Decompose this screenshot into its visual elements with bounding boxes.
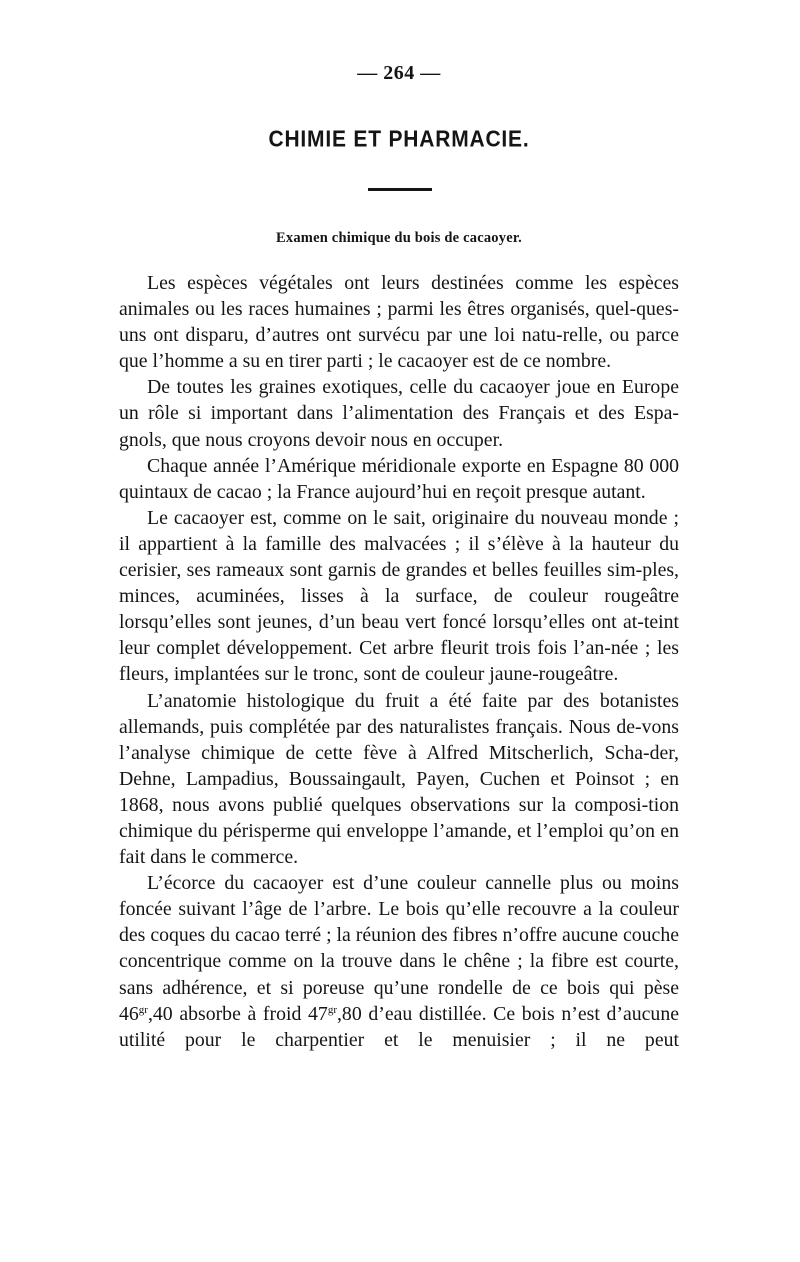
paragraph: Chaque année l’Amérique méridionale exporte en Espagne 80 000 quintaux de cacao ; la France aujourd’hui en reçoit presque autant.	[119, 454, 679, 503]
paragraph: Le cacaoyer est, comme on le sait, originaire du nouveau monde ; il appartient à la famille des malvacées ; il s’élève à la hauteur du cerisier, ses rameaux sont garnis de grandes et belles feuilles sim-ples, minces, acuminées, lisses à la surface, de couleur rougeâtre lorsqu’elles sont jeunes, d’un beau vert foncé lorsqu’elles ont at-teint leur complet développement. Cet arbre fleurit trois fois l’an-née ; les fleurs, implantées sur le tronc, sont de couleur jaune-rougeâtre.	[119, 506, 679, 686]
section-title: CHIMIE ET PHARMACIE.	[268, 127, 530, 152]
paragraph: Les espèces végétales ont leurs destinées comme les espèces animales ou les races humaines ; parmi les êtres organisés, quel-ques-uns ont disparu, d’autres ont survécu par une loi natu-relle, ou parce que l’homme a su en tirer parti ; le cacaoyer est de ce nombre.	[119, 272, 679, 373]
unit-gram: gr	[327, 1003, 337, 1016]
paragraph-text: L’écorce du cacaoyer est d’une couleur cannelle plus ou moins foncée suivant l’âge de l’arbre. Le bois qu’elle recouvre a la couleur des coques du cacao terré ; la réunion des fibres n’offre aucune couche concentrique comme on la trouve dans le chêne ; la fibre est courte, sans adhérence, et si poreuse qu’une rondelle de ce bois qui pèse 46	[119, 872, 679, 1025]
article-body	[119, 270, 679, 1053]
paragraph-text: ,80 d’eau distillée. Ce bois n’est d’aucune utilité pour le charpentier et le menuisier ; il ne peut	[119, 1002, 679, 1051]
page-number: — 264 —	[357, 62, 441, 84]
paragraph-continued	[119, 870, 679, 1053]
title-rule	[368, 188, 432, 191]
paragraph-text: ,40 absorbe à froid 47	[147, 1002, 328, 1025]
document-page	[119, 58, 679, 1051]
paragraph: L’anatomie histologique du fruit a été faite par des botanistes allemands, puis complétée par des naturalistes français. Nous de-vons l’analyse chimique de cette fève à Alfred Mitscherlich, Scha-der, Dehne, Lampadius, Boussaingault, Payen, Cuchen et Poinsot ; en 1868, nous avons publié quelques observations sur la composi-tion chimique du périsperme qui enveloppe l’amande, et l’emploi qu’on en fait dans le commerce.	[119, 689, 679, 869]
unit-gram: gr	[138, 1003, 148, 1016]
article-title: Examen chimique du bois de cacaoyer.	[276, 230, 522, 246]
paragraph: De toutes les graines exotiques, celle du cacaoyer joue en Europe un rôle si important dans l’alimentation des Français et des Espa-gnols, que nous croyons devoir nous en occuper.	[119, 376, 679, 451]
